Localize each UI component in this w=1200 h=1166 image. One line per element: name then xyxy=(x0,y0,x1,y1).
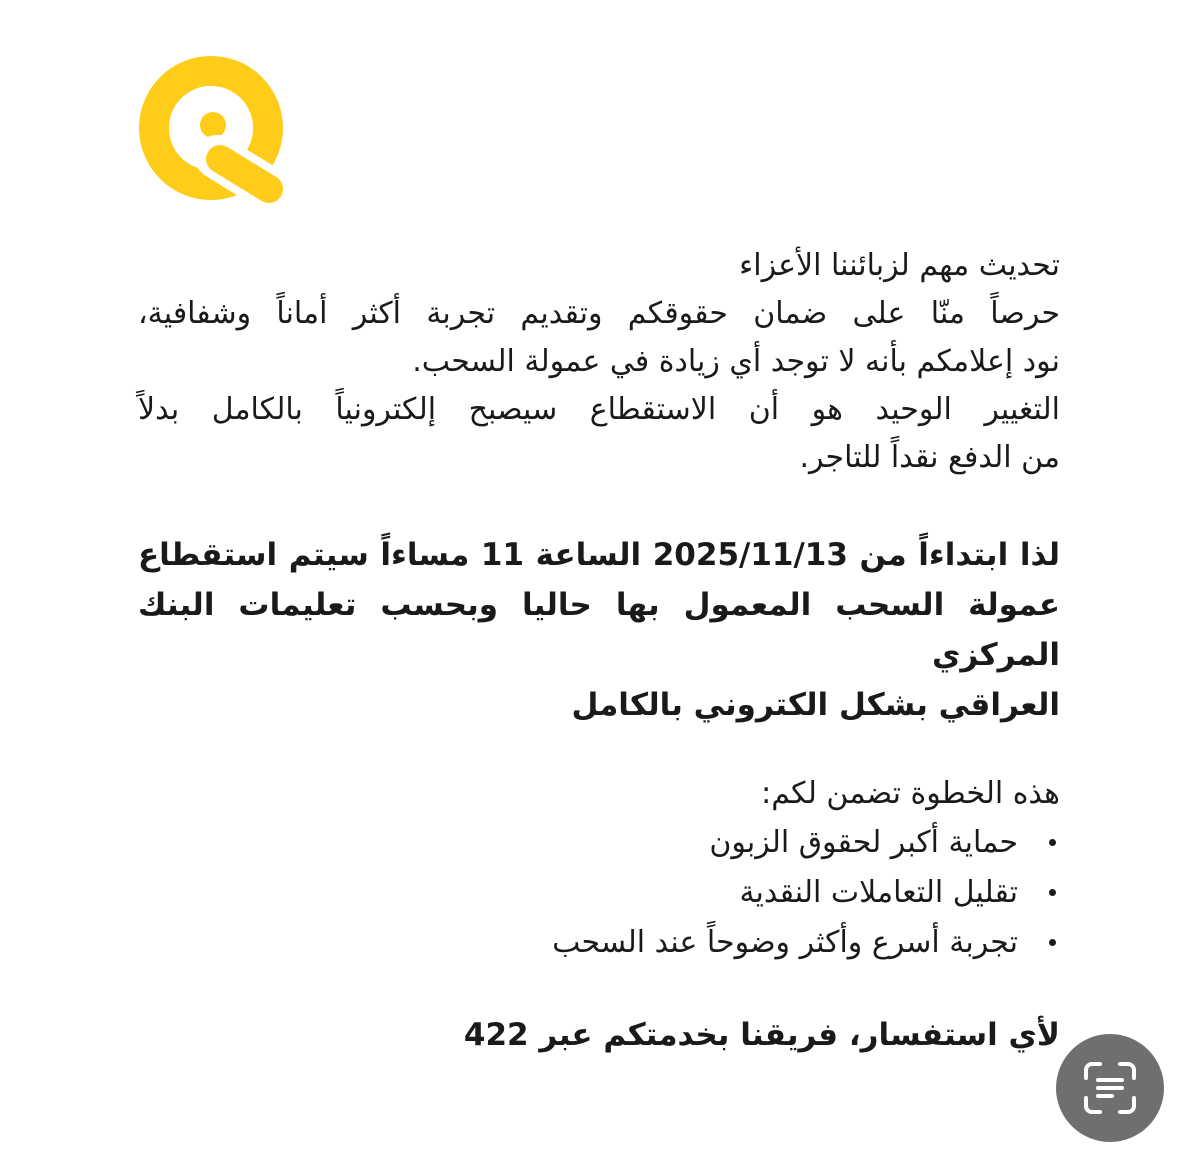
bullet-icon xyxy=(1049,939,1056,946)
list-item-text: حماية أكبر لحقوق الزبون xyxy=(709,825,1018,860)
text-scan-icon xyxy=(1080,1058,1140,1118)
benefits-heading-text: هذه الخطوة تضمن لكم: xyxy=(761,776,1060,811)
contact-text: لأي استفسار، فريقنا بخدمتكم عبر 422 xyxy=(463,1017,1060,1053)
announcement-line: لذا ابتداءاً من 2025/11/13 الساعة 11 مساءاً سيتم استقطاع xyxy=(138,537,1060,573)
intro-line: تحديث مهم لزبائننا الأعزاء xyxy=(739,248,1060,283)
benefits-list xyxy=(138,818,1060,968)
text-scan-button[interactable] xyxy=(1056,1034,1164,1142)
announcement-paragraph xyxy=(138,530,1060,730)
intro-line: من الدفع نقداً للتاجر. xyxy=(799,440,1060,475)
intro-paragraph xyxy=(138,242,1060,482)
q-logo-icon xyxy=(138,55,290,205)
list-item xyxy=(138,818,1060,868)
list-item xyxy=(138,918,1060,968)
announcement-line: عمولة السحب المعمول بها حاليا وبحسب تعليمات البنك المركزي xyxy=(138,587,1060,673)
announcement-line: العراقي بشكل الكتروني بالكامل xyxy=(571,687,1060,723)
list-item-text: تجربة أسرع وأكثر وضوحاً عند السحب xyxy=(552,925,1018,960)
list-item xyxy=(138,868,1060,918)
intro-line: حرصاً منّا على ضمان حقوقكم وتقديم تجربة أكثر أماناً وشفافية، xyxy=(138,296,1060,331)
intro-line: التغيير الوحيد هو أن الاستقطاع سيصبح إلكترونياً بالكامل بدلاً xyxy=(138,392,1060,427)
benefits-heading xyxy=(138,770,1060,818)
bullet-icon xyxy=(1049,889,1056,896)
intro-line: نود إعلامكم بأنه لا توجد أي زيادة في عمولة السحب. xyxy=(412,344,1060,379)
contact-line xyxy=(138,1010,1060,1060)
brand-logo xyxy=(138,55,290,205)
message-body xyxy=(138,242,1060,1060)
bullet-icon xyxy=(1049,839,1056,846)
list-item-text: تقليل التعاملات النقدية xyxy=(739,875,1018,910)
